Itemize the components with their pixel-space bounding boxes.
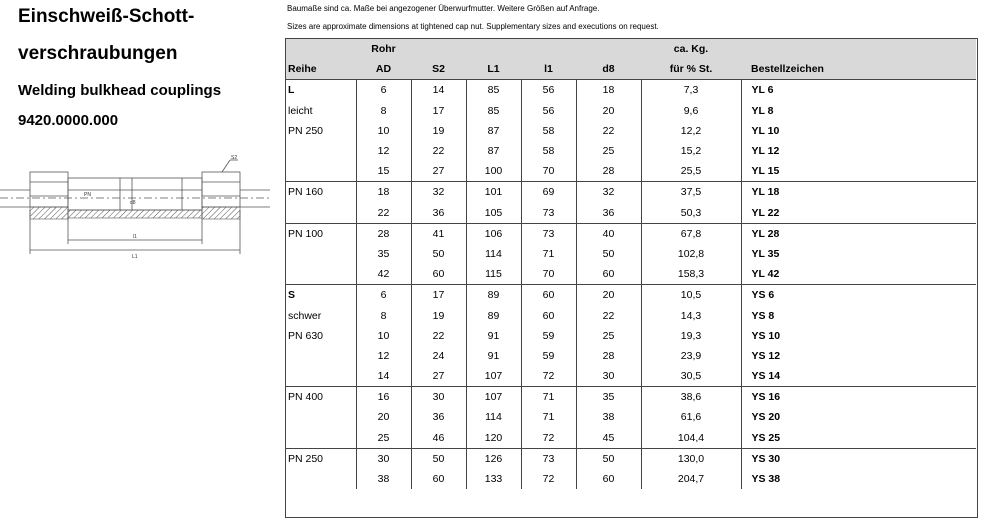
- cell-d8: 60: [576, 469, 641, 489]
- table-row: [286, 80, 976, 101]
- cell-code: YS 38: [741, 469, 976, 489]
- cell-l1: 106: [466, 223, 521, 244]
- header-reihe: Reihe: [286, 59, 356, 80]
- cell-l1: 114: [466, 407, 521, 427]
- table-row: [286, 346, 976, 366]
- cell-d8: 20: [576, 285, 641, 306]
- cell-l1: 71: [521, 244, 576, 264]
- cell-ad: 22: [356, 203, 411, 224]
- cell-s2: 17: [411, 285, 466, 306]
- cell-l1: 91: [466, 326, 521, 346]
- cell-kg: 10,5: [641, 285, 741, 306]
- cell-reihe: leicht: [288, 104, 313, 117]
- cell-ad: 20: [356, 407, 411, 427]
- cell-l1: 107: [466, 387, 521, 408]
- cell-l1: 105: [466, 203, 521, 224]
- cell-reihe: S: [286, 285, 356, 306]
- cell-reihe: L: [286, 80, 356, 101]
- cell-code: YL 22: [741, 203, 976, 224]
- cell-ad: 28: [356, 223, 411, 244]
- title-line-1: Einschweiß-Schott-: [18, 6, 195, 27]
- cell-reihe: [286, 407, 356, 427]
- cell-code: YS 30: [741, 448, 976, 469]
- cell-d8: 40: [576, 223, 641, 244]
- cell-ad: 30: [356, 448, 411, 469]
- cell-ad: 6: [356, 80, 411, 101]
- cell-s2: 60: [411, 264, 466, 285]
- table-row: [286, 264, 976, 285]
- cell-kg: 7,3: [641, 80, 741, 101]
- cell-l1: 60: [521, 305, 576, 325]
- cell-s2: 50: [411, 244, 466, 264]
- cell-kg: 9,6: [641, 101, 741, 121]
- cell-reihe: [286, 428, 356, 449]
- table-row: [286, 469, 976, 489]
- cell-d8: 35: [576, 387, 641, 408]
- cell-reihe: PN 250: [288, 124, 324, 137]
- cell-code: YL 12: [741, 141, 976, 161]
- header-l1-upper: L1: [466, 59, 521, 80]
- cell-l1: 59: [521, 326, 576, 346]
- table-row: [286, 326, 976, 346]
- cell-l1: 70: [521, 161, 576, 182]
- label-l1-small: l1: [133, 234, 137, 240]
- cell-reihe: PN 100: [286, 223, 356, 244]
- cell-ad: 35: [356, 244, 411, 264]
- cell-kg: 38,6: [641, 387, 741, 408]
- cell-ad: 16: [356, 387, 411, 408]
- cell-l1: 56: [521, 80, 576, 101]
- cell-kg: 37,5: [641, 182, 741, 203]
- cell-l1: 72: [521, 428, 576, 449]
- cell-code: YL 28: [741, 223, 976, 244]
- cell-code: YL 42: [741, 264, 976, 285]
- table-row: [286, 366, 976, 387]
- cell-d8: 22: [576, 305, 641, 325]
- header-kg: für % St.: [641, 59, 741, 80]
- cell-reihe: PN 160: [286, 182, 356, 203]
- cell-reihe: [286, 141, 356, 161]
- cell-l1: 101: [466, 182, 521, 203]
- cell-l1: 91: [466, 346, 521, 366]
- cell-code: YL 10: [741, 121, 976, 141]
- part-number: 9420.0000.000: [18, 112, 119, 129]
- cell-code: YS 8: [741, 305, 976, 325]
- note-german: Baumaße sind ca. Maße bei angezogener Überwurfmutter. Weitere Größen auf Anfrage.: [287, 4, 600, 13]
- cell-ad: 25: [356, 428, 411, 449]
- table-row: [286, 223, 976, 244]
- cell-s2: 27: [411, 161, 466, 182]
- english-title: Welding bulkhead couplings: [18, 82, 222, 99]
- header-row: [286, 59, 976, 80]
- cell-s2: 36: [411, 203, 466, 224]
- cell-l1: 59: [521, 346, 576, 366]
- cell-code: YL 15: [741, 161, 976, 182]
- cell-kg: 158,3: [641, 264, 741, 285]
- cell-d8: 20: [576, 101, 641, 121]
- header-ca-kg: ca. Kg.: [641, 39, 741, 59]
- cell-d8: 38: [576, 407, 641, 427]
- cell-reihe: [286, 469, 356, 489]
- cell-kg: 204,7: [641, 469, 741, 489]
- cell-kg: 50,3: [641, 203, 741, 224]
- cell-code: YS 6: [741, 285, 976, 306]
- header-ad: AD: [356, 59, 411, 80]
- label-pn: PN: [84, 192, 91, 198]
- cell-kg: 15,2: [641, 141, 741, 161]
- table-row: [286, 428, 976, 449]
- cell-reihe: [286, 203, 356, 224]
- cell-kg: 61,6: [641, 407, 741, 427]
- cell-d8: 22: [576, 121, 641, 141]
- cell-s2: 50: [411, 448, 466, 469]
- cell-kg: 102,8: [641, 244, 741, 264]
- cell-s2: 22: [411, 326, 466, 346]
- cell-d8: 28: [576, 161, 641, 182]
- cell-s2: 30: [411, 387, 466, 408]
- cell-l1: 89: [466, 305, 521, 325]
- header-code: Bestellzeichen: [741, 59, 976, 80]
- table-row: [286, 305, 976, 325]
- cell-l1: 72: [521, 469, 576, 489]
- cell-l1: 72: [521, 366, 576, 387]
- table-row: [286, 182, 976, 203]
- cell-l1: 85: [466, 80, 521, 101]
- cell-code: YL 8: [741, 101, 976, 121]
- cell-ad: 42: [356, 264, 411, 285]
- table-row: [286, 285, 976, 306]
- cell-d8: 50: [576, 244, 641, 264]
- label-l1: L1: [132, 254, 138, 260]
- cell-d8: 28: [576, 346, 641, 366]
- cell-s2: 19: [411, 305, 466, 325]
- cell-ad: 15: [356, 161, 411, 182]
- cell-kg: 19,3: [641, 326, 741, 346]
- cell-code: YS 16: [741, 387, 976, 408]
- specification-table: [286, 39, 976, 489]
- table-row: [286, 121, 976, 141]
- cell-reihe: [286, 244, 356, 264]
- cell-s2: 17: [411, 101, 466, 121]
- cell-d8: 18: [576, 80, 641, 101]
- cell-l1: 60: [521, 285, 576, 306]
- table-row: [286, 244, 976, 264]
- header-rohr: Rohr: [356, 39, 411, 59]
- table-row: [286, 203, 976, 224]
- cell-l1: 115: [466, 264, 521, 285]
- cell-s2: 24: [411, 346, 466, 366]
- cell-l1: 85: [466, 101, 521, 121]
- table-row: [286, 161, 976, 182]
- cell-code: YL 6: [741, 80, 976, 101]
- cell-code: YS 12: [741, 346, 976, 366]
- header-l1-lower: l1: [521, 59, 576, 80]
- cell-l1: 133: [466, 469, 521, 489]
- cell-code: YS 14: [741, 366, 976, 387]
- cell-d8: 45: [576, 428, 641, 449]
- cell-l1: 87: [466, 141, 521, 161]
- cell-l1: 100: [466, 161, 521, 182]
- cell-ad: 8: [356, 101, 411, 121]
- cell-code: YS 20: [741, 407, 976, 427]
- header-s2: S2: [411, 59, 466, 80]
- cell-kg: 25,5: [641, 161, 741, 182]
- cell-l1: 73: [521, 223, 576, 244]
- coupling-drawing: [0, 150, 270, 260]
- cell-l1: 73: [521, 203, 576, 224]
- cell-s2: 60: [411, 469, 466, 489]
- cell-l1: 126: [466, 448, 521, 469]
- header-d8: d8: [576, 59, 641, 80]
- cell-d8: 36: [576, 203, 641, 224]
- cell-ad: 6: [356, 285, 411, 306]
- cell-l1: 58: [521, 121, 576, 141]
- cell-l1: 69: [521, 182, 576, 203]
- cell-kg: 130,0: [641, 448, 741, 469]
- cell-l1: 71: [521, 387, 576, 408]
- cell-kg: 30,5: [641, 366, 741, 387]
- cell-l1: 89: [466, 285, 521, 306]
- cell-s2: 32: [411, 182, 466, 203]
- cell-ad: 10: [356, 326, 411, 346]
- cell-reihe: PN 630: [288, 329, 324, 342]
- cell-ad: 38: [356, 469, 411, 489]
- cell-d8: 25: [576, 141, 641, 161]
- cell-l1: 114: [466, 244, 521, 264]
- cell-l1: 120: [466, 428, 521, 449]
- cell-d8: 32: [576, 182, 641, 203]
- cell-s2: 19: [411, 121, 466, 141]
- cell-s2: 22: [411, 141, 466, 161]
- cell-ad: 12: [356, 346, 411, 366]
- cell-l1: 58: [521, 141, 576, 161]
- cell-ad: 12: [356, 141, 411, 161]
- label-d8: d8: [130, 200, 136, 206]
- cell-ad: 10: [356, 121, 411, 141]
- cell-d8: 25: [576, 326, 641, 346]
- cell-kg: 23,9: [641, 346, 741, 366]
- cell-d8: 30: [576, 366, 641, 387]
- cell-l1: 73: [521, 448, 576, 469]
- cell-reihe: schwer: [288, 309, 322, 322]
- cell-kg: 12,2: [641, 121, 741, 141]
- cell-s2: 46: [411, 428, 466, 449]
- cell-l1: 56: [521, 101, 576, 121]
- table-row: [286, 407, 976, 427]
- cell-l1: 70: [521, 264, 576, 285]
- cell-l1: 87: [466, 121, 521, 141]
- label-s2: S2: [231, 155, 238, 161]
- cell-code: YL 18: [741, 182, 976, 203]
- cell-code: YL 35: [741, 244, 976, 264]
- cell-s2: 14: [411, 80, 466, 101]
- table-row: [286, 141, 976, 161]
- header-row-top: [286, 39, 976, 59]
- cell-kg: 67,8: [641, 223, 741, 244]
- cell-kg: 104,4: [641, 428, 741, 449]
- cell-l1: 107: [466, 366, 521, 387]
- table-row: [286, 101, 976, 121]
- cell-ad: 14: [356, 366, 411, 387]
- cell-reihe: [286, 161, 356, 182]
- cell-code: YS 25: [741, 428, 976, 449]
- cell-d8: 50: [576, 448, 641, 469]
- cell-reihe: [286, 264, 356, 285]
- table-row: [286, 448, 976, 469]
- cell-s2: 36: [411, 407, 466, 427]
- title-line-2: verschraubungen: [18, 43, 178, 64]
- cell-s2: 41: [411, 223, 466, 244]
- cell-kg: 14,3: [641, 305, 741, 325]
- cell-ad: 18: [356, 182, 411, 203]
- cell-reihe: PN 400: [286, 387, 356, 408]
- cell-code: YS 10: [741, 326, 976, 346]
- cell-l1: 71: [521, 407, 576, 427]
- cell-reihe: PN 250: [286, 448, 356, 469]
- cell-reihe: [286, 346, 356, 366]
- note-english: Sizes are approximate dimensions at tightened cap nut. Supplementary sizes and executions on request.: [287, 22, 659, 31]
- cell-s2: 27: [411, 366, 466, 387]
- cell-ad: 8: [356, 305, 411, 325]
- table-row: [286, 387, 976, 408]
- cell-d8: 60: [576, 264, 641, 285]
- cell-reihe: [286, 366, 356, 387]
